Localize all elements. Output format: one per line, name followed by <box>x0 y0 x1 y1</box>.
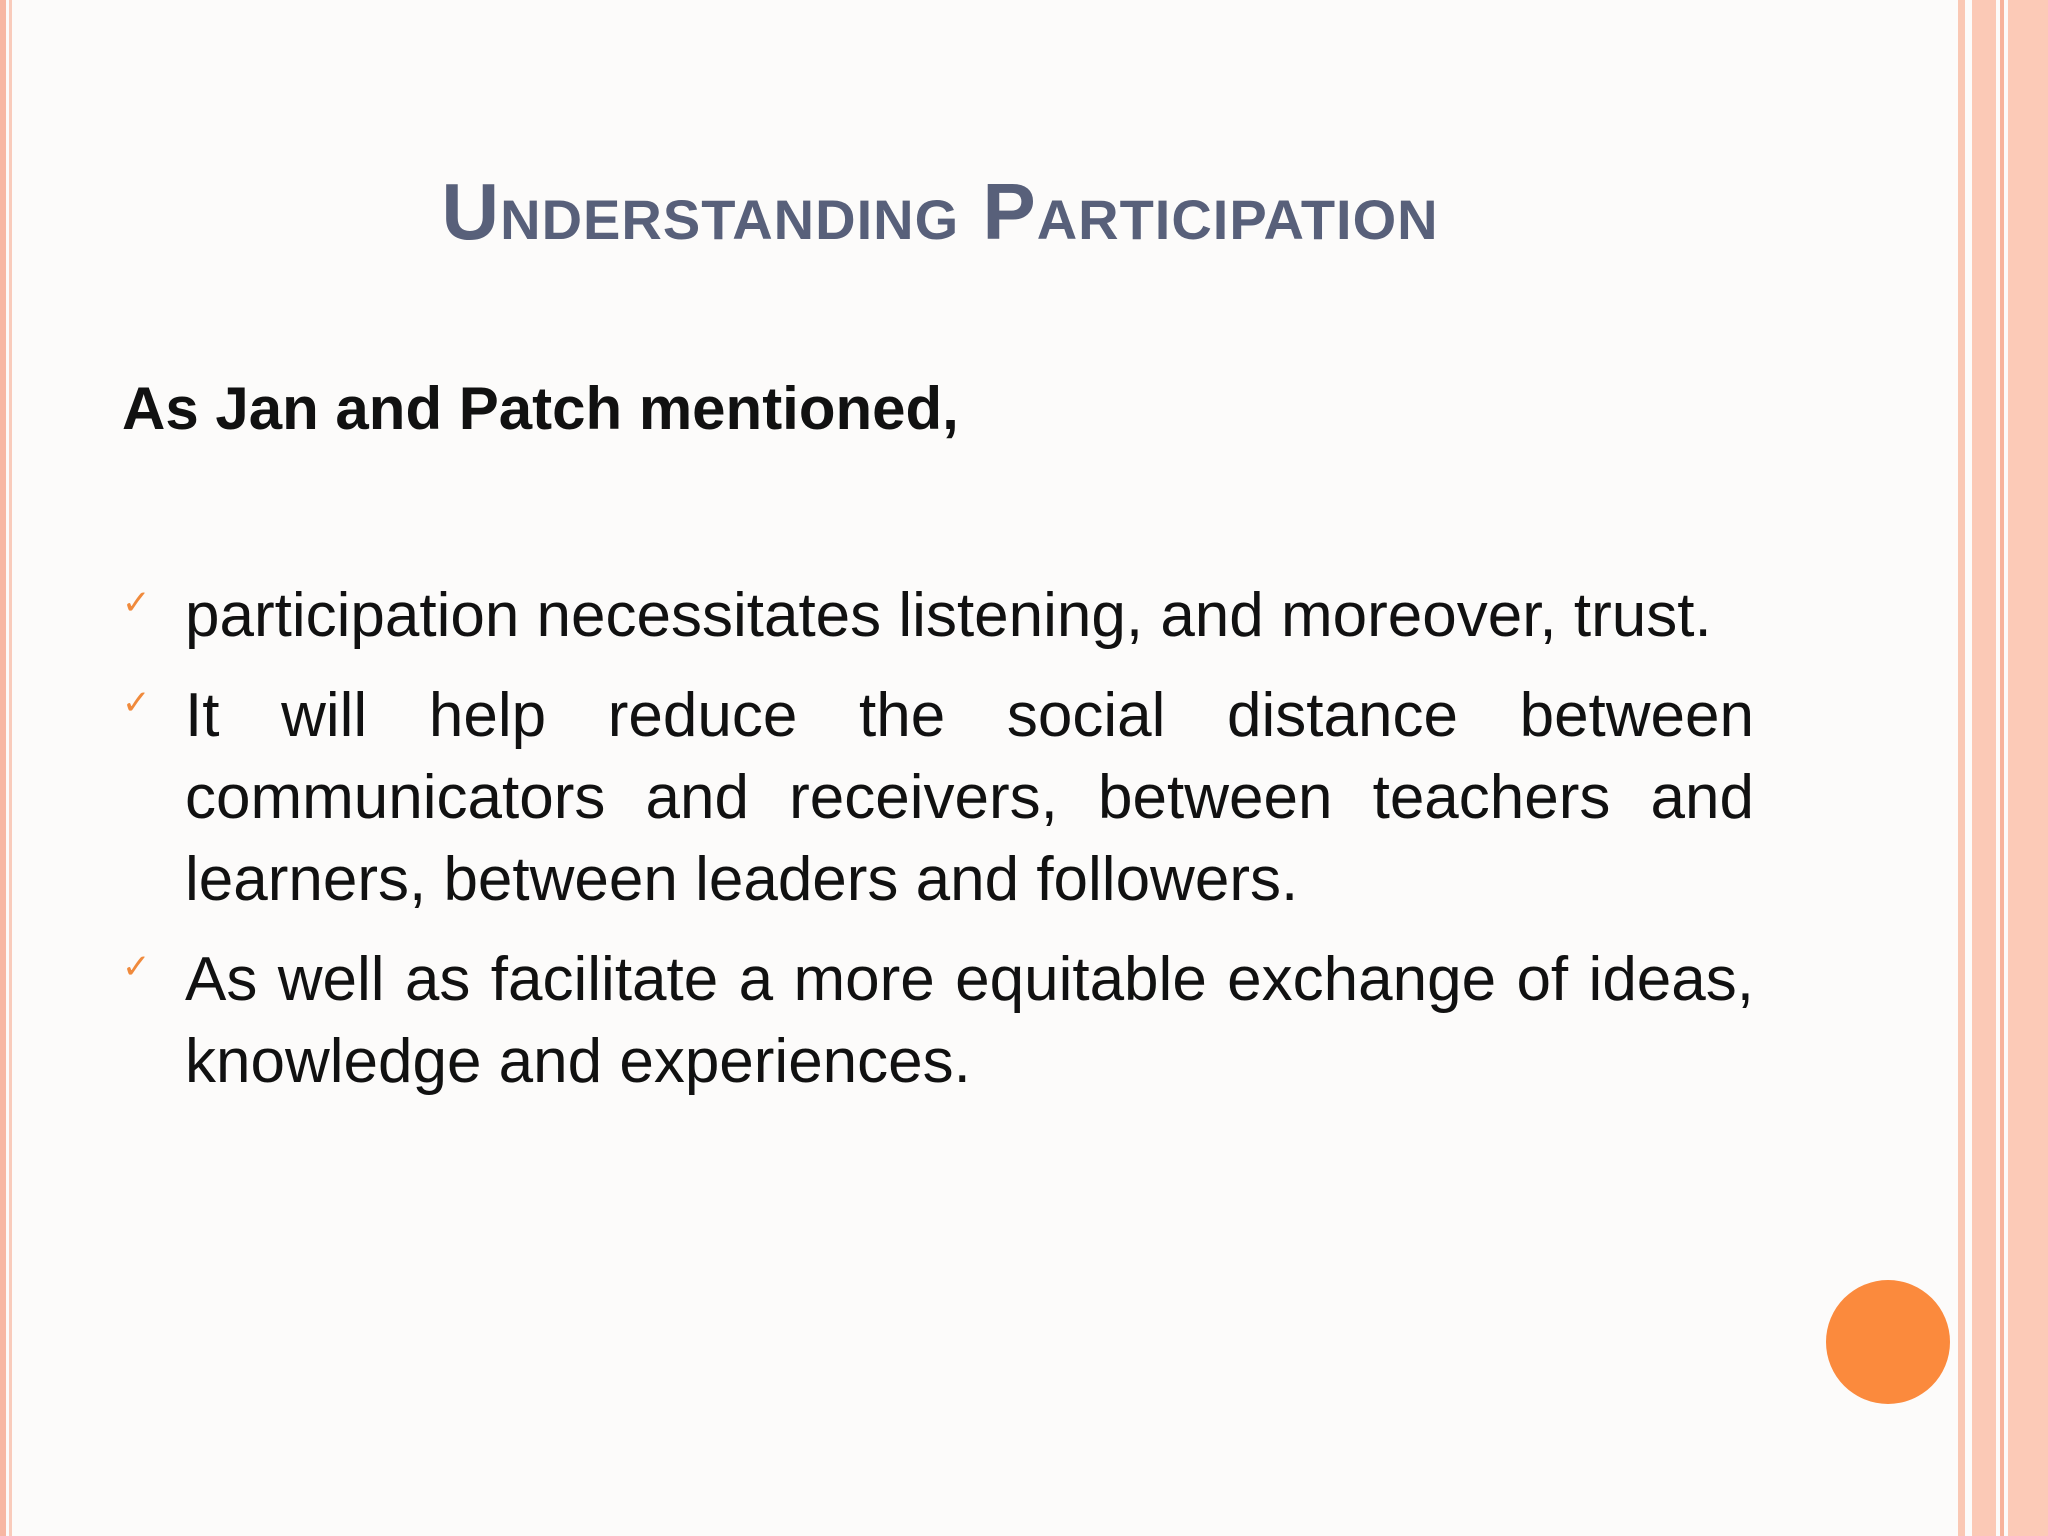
slide-title: Understanding Participation <box>441 167 1439 256</box>
check-icon: ✓ <box>122 948 151 986</box>
lead-text: As Jan and Patch mentioned, <box>122 375 959 442</box>
bullet-item <box>122 939 1754 1103</box>
border-stripe-right-inner <box>1958 0 1965 1536</box>
bullet-text: It will help reduce the social distance between communicators and receivers, between teachers and learners, between leaders and followers. <box>185 681 1754 914</box>
check-icon: ✓ <box>122 584 151 622</box>
bullet-item <box>122 675 1754 921</box>
decorative-orange-circle <box>1826 1280 1950 1404</box>
bullet-item <box>122 575 1754 657</box>
border-stripe-right-band <box>1972 0 1996 1536</box>
border-stripe-right-line <box>2000 0 2004 1536</box>
check-icon: ✓ <box>122 684 151 722</box>
bullet-text: As well as facilitate a more equitable exchange of ideas, knowledge and experiences. <box>185 945 1754 1096</box>
bullet-text: participation necessitates listening, and moreover, trust. <box>185 581 1712 650</box>
bullet-list <box>122 575 1754 1121</box>
border-stripe-right-outer <box>2008 0 2048 1536</box>
